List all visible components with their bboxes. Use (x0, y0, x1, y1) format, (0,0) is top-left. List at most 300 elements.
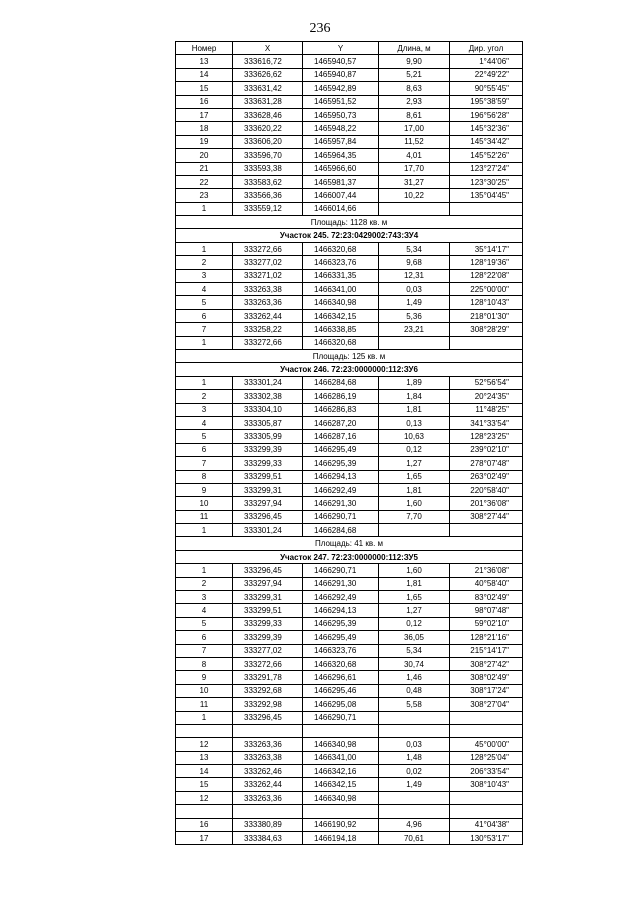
cell-angle: 308°10'43" (450, 778, 523, 791)
table-row (176, 82, 523, 95)
cell-length: 0,02 (379, 765, 450, 778)
cell-number: 1 (176, 711, 233, 724)
cell-x: 333263,38 (233, 751, 303, 764)
cell-length: 0,03 (379, 283, 450, 296)
cell-x: 333258,22 (233, 323, 303, 336)
cell-angle (450, 524, 523, 537)
cell-y: 1466342,15 (303, 778, 379, 791)
cell-length: 36,05 (379, 631, 450, 644)
cell-angle: 123°27'24" (450, 162, 523, 175)
table-row (176, 751, 523, 764)
table-row (176, 55, 523, 68)
cell-y: 1466340,98 (303, 738, 379, 751)
cell-length: 9,90 (379, 55, 450, 68)
cell-length: 8,63 (379, 82, 450, 95)
table-row (176, 242, 523, 255)
cell-angle: 218°01'30" (450, 309, 523, 322)
cell-angle: 135°04'45" (450, 189, 523, 202)
cell-length (379, 791, 450, 804)
cell-angle: 145°32'36" (450, 122, 523, 135)
cell-y: 1465950,73 (303, 108, 379, 121)
cell-angle: 341°33'54" (450, 416, 523, 429)
cell-length: 0,12 (379, 617, 450, 630)
cell-angle: 128°10'43" (450, 296, 523, 309)
cell-y: 1466007,44 (303, 189, 379, 202)
cell-y: 1466292,49 (303, 483, 379, 496)
table-row (176, 256, 523, 269)
cell-length: 0,13 (379, 416, 450, 429)
cell-y: 1466295,39 (303, 457, 379, 470)
cell-y: 1466323,76 (303, 644, 379, 657)
cell-y: 1466287,20 (303, 416, 379, 429)
cell-number: 5 (176, 430, 233, 443)
cell-y: 1465948,22 (303, 122, 379, 135)
cell-x: 333292,98 (233, 698, 303, 711)
column-header-y: Y (303, 42, 379, 55)
cell-length: 0,12 (379, 443, 450, 456)
table-row (176, 778, 523, 791)
cell-x: 333596,70 (233, 149, 303, 162)
cell-y: 1466342,15 (303, 309, 379, 322)
table-row (176, 832, 523, 845)
cell-number: 7 (176, 323, 233, 336)
cell-length: 10,22 (379, 189, 450, 202)
table-row (176, 577, 523, 590)
cell-angle: 239°02'10" (450, 443, 523, 456)
cell-angle: 20°24'35" (450, 390, 523, 403)
table-row (176, 631, 523, 644)
cell-angle: 45°00'00" (450, 738, 523, 751)
cell-angle: 123°30'25" (450, 175, 523, 188)
cell-y: 1466342,16 (303, 765, 379, 778)
cell-length (379, 805, 450, 818)
cell-x: 333299,33 (233, 617, 303, 630)
cell-length: 70,61 (379, 832, 450, 845)
cell-x: 333583,62 (233, 175, 303, 188)
table-row (176, 283, 523, 296)
cell-x: 333616,72 (233, 55, 303, 68)
cell-y: 1466320,68 (303, 336, 379, 349)
cell-angle: 308°27'44" (450, 510, 523, 523)
cell-x: 333297,94 (233, 577, 303, 590)
parcel-title-row (176, 229, 523, 242)
cell-number: 5 (176, 617, 233, 630)
cell-y: 1466340,98 (303, 296, 379, 309)
cell-x: 333631,28 (233, 95, 303, 108)
table-row (176, 738, 523, 751)
table-row (176, 644, 523, 657)
cell-y: 1466284,68 (303, 524, 379, 537)
cell-angle (450, 791, 523, 804)
cell-number: 6 (176, 443, 233, 456)
cell-length (379, 711, 450, 724)
table-body (176, 55, 523, 845)
cell-angle (450, 724, 523, 737)
cell-angle: 128°19'36" (450, 256, 523, 269)
cell-number: 6 (176, 631, 233, 644)
cell-x: 333631,42 (233, 82, 303, 95)
cell-x: 333593,38 (233, 162, 303, 175)
cell-y: 1465966,60 (303, 162, 379, 175)
table-row (176, 430, 523, 443)
cell-length: 30,74 (379, 657, 450, 670)
cell-y: 1466320,68 (303, 657, 379, 670)
cell-angle: 225°00'00" (450, 283, 523, 296)
cell-length: 1,81 (379, 577, 450, 590)
table-row (176, 336, 523, 349)
cell-angle: 308°27'04" (450, 698, 523, 711)
cell-angle: 35°14'17" (450, 242, 523, 255)
table-row (176, 497, 523, 510)
cell-x (233, 805, 303, 818)
cell-number: 7 (176, 644, 233, 657)
table-row (176, 698, 523, 711)
cell-number: 1 (176, 242, 233, 255)
cell-number: 14 (176, 765, 233, 778)
cell-angle: 52°56'54" (450, 376, 523, 389)
cell-y: 1465981,37 (303, 175, 379, 188)
cell-angle: 196°56'28" (450, 108, 523, 121)
cell-length: 10,63 (379, 430, 450, 443)
area-info-row (176, 216, 523, 229)
cell-y: 1465964,35 (303, 149, 379, 162)
cell-x: 333263,36 (233, 791, 303, 804)
cell-length: 1,81 (379, 483, 450, 496)
cell-number: 1 (176, 202, 233, 215)
cell-y: 1466295,46 (303, 684, 379, 697)
column-header-angle: Дир. угол (450, 42, 523, 55)
cell-x: 333272,66 (233, 657, 303, 670)
cell-number: 16 (176, 818, 233, 831)
cell-angle: 41°04'38" (450, 818, 523, 831)
cell-number: 1 (176, 336, 233, 349)
parcel-title: Участок 245. 72:23:0429002:743:ЗУ4 (176, 229, 523, 242)
table-row (176, 617, 523, 630)
cell-length: 1,49 (379, 778, 450, 791)
cell-x: 333628,46 (233, 108, 303, 121)
cell-x: 333296,45 (233, 711, 303, 724)
cell-x: 333263,36 (233, 738, 303, 751)
cell-y: 1466291,30 (303, 497, 379, 510)
table-row (176, 269, 523, 282)
cell-number: 22 (176, 175, 233, 188)
table-row (176, 791, 523, 804)
table-row (176, 818, 523, 831)
cell-number: 1 (176, 564, 233, 577)
cell-angle: 128°22'08" (450, 269, 523, 282)
cell-angle: 215°14'17" (450, 644, 523, 657)
cell-angle: 98°07'48" (450, 604, 523, 617)
cell-x: 333277,02 (233, 256, 303, 269)
cell-number: 10 (176, 684, 233, 697)
cell-x: 333299,31 (233, 483, 303, 496)
cell-angle: 40°58'40" (450, 577, 523, 590)
cell-angle: 128°23'25" (450, 430, 523, 443)
table-row (176, 390, 523, 403)
cell-y: 1466341,00 (303, 751, 379, 764)
cell-y: 1466295,08 (303, 698, 379, 711)
cell-length: 1,46 (379, 671, 450, 684)
table-row (176, 724, 523, 737)
table-row (176, 202, 523, 215)
parcel-area: Площадь: 1128 кв. м (176, 216, 523, 229)
cell-x: 333262,44 (233, 309, 303, 322)
cell-y: 1466294,13 (303, 470, 379, 483)
cell-number: 4 (176, 416, 233, 429)
cell-y: 1466290,71 (303, 510, 379, 523)
table-row (176, 108, 523, 121)
cell-number: 4 (176, 283, 233, 296)
cell-y: 1465940,87 (303, 68, 379, 81)
cell-angle (450, 805, 523, 818)
table-row (176, 309, 523, 322)
cell-y: 1466340,98 (303, 791, 379, 804)
cell-angle: 308°02'49" (450, 671, 523, 684)
cell-length: 1,65 (379, 470, 450, 483)
cell-length: 1,84 (379, 390, 450, 403)
cell-length: 11,52 (379, 135, 450, 148)
table-row (176, 457, 523, 470)
cell-angle: 308°27'42" (450, 657, 523, 670)
cell-length (379, 336, 450, 349)
cell-length: 9,68 (379, 256, 450, 269)
cell-number: 6 (176, 309, 233, 322)
cell-number: 20 (176, 149, 233, 162)
cell-number: 14 (176, 68, 233, 81)
parcel-area: Площадь: 125 кв. м (176, 349, 523, 362)
cell-length: 1,27 (379, 457, 450, 470)
cell-length (379, 202, 450, 215)
cell-length: 1,81 (379, 403, 450, 416)
cell-y: 1466296,61 (303, 671, 379, 684)
cell-x: 333304,10 (233, 403, 303, 416)
table-row (176, 564, 523, 577)
table-row (176, 175, 523, 188)
cell-length: 5,36 (379, 309, 450, 322)
cell-x: 333626,62 (233, 68, 303, 81)
table-row (176, 657, 523, 670)
cell-x: 333302,38 (233, 390, 303, 403)
cell-number: 3 (176, 591, 233, 604)
cell-x: 333296,45 (233, 564, 303, 577)
cell-length: 0,03 (379, 738, 450, 751)
parcel-title-row (176, 550, 523, 563)
cell-angle (450, 336, 523, 349)
table-row (176, 443, 523, 456)
cell-length: 1,65 (379, 591, 450, 604)
cell-angle (450, 202, 523, 215)
cell-y: 1466287,16 (303, 430, 379, 443)
cell-length: 7,70 (379, 510, 450, 523)
cell-x: 333299,39 (233, 443, 303, 456)
cell-length: 1,89 (379, 376, 450, 389)
cell-x: 333559,12 (233, 202, 303, 215)
cell-length: 0,48 (379, 684, 450, 697)
cell-angle: 1°44'06" (450, 55, 523, 68)
cell-length: 1,27 (379, 604, 450, 617)
column-header-length: Длина, м (379, 42, 450, 55)
cell-length: 1,48 (379, 751, 450, 764)
cell-angle: 308°17'24" (450, 684, 523, 697)
cell-length: 1,49 (379, 296, 450, 309)
cell-y: 1465951,52 (303, 95, 379, 108)
cell-number: 21 (176, 162, 233, 175)
cell-number: 12 (176, 738, 233, 751)
column-header-number: Номер (176, 42, 233, 55)
table-row (176, 376, 523, 389)
table-row (176, 135, 523, 148)
cell-x: 333277,02 (233, 644, 303, 657)
cell-x: 333271,02 (233, 269, 303, 282)
table-row (176, 524, 523, 537)
cell-number: 11 (176, 698, 233, 711)
cell-y: 1466338,85 (303, 323, 379, 336)
cell-y: 1466014,66 (303, 202, 379, 215)
cell-number: 5 (176, 296, 233, 309)
cell-x: 333606,20 (233, 135, 303, 148)
cell-x: 333305,87 (233, 416, 303, 429)
cell-number: 7 (176, 457, 233, 470)
cell-x: 333299,31 (233, 591, 303, 604)
table-row (176, 189, 523, 202)
cell-x: 333299,39 (233, 631, 303, 644)
cell-y: 1466341,00 (303, 283, 379, 296)
cell-length: 5,34 (379, 242, 450, 255)
cell-number: 17 (176, 108, 233, 121)
table-row (176, 323, 523, 336)
cell-length: 5,34 (379, 644, 450, 657)
cell-angle (450, 711, 523, 724)
cell-x: 333297,94 (233, 497, 303, 510)
cell-y: 1466292,49 (303, 591, 379, 604)
cell-angle: 220°58'40" (450, 483, 523, 496)
column-header-x: X (233, 42, 303, 55)
coordinates-table (175, 41, 523, 845)
table-row (176, 470, 523, 483)
cell-length: 8,61 (379, 108, 450, 121)
cell-y: 1466331,35 (303, 269, 379, 282)
cell-length: 1,60 (379, 497, 450, 510)
cell-number: 1 (176, 376, 233, 389)
table-row (176, 765, 523, 778)
cell-x: 333272,66 (233, 242, 303, 255)
table-row (176, 296, 523, 309)
parcel-title: Участок 247. 72:23:0000000:112:ЗУ5 (176, 550, 523, 563)
cell-x: 333299,33 (233, 457, 303, 470)
cell-number: 1 (176, 524, 233, 537)
table-row (176, 416, 523, 429)
cell-x: 333384,63 (233, 832, 303, 845)
cell-number: 18 (176, 122, 233, 135)
cell-number: 8 (176, 470, 233, 483)
cell-length (379, 524, 450, 537)
cell-angle: 145°52'26" (450, 149, 523, 162)
parcel-title-row (176, 363, 523, 376)
table-row (176, 68, 523, 81)
cell-number: 10 (176, 497, 233, 510)
table-row (176, 95, 523, 108)
cell-angle: 263°02'49" (450, 470, 523, 483)
cell-number: 3 (176, 403, 233, 416)
cell-y: 1466290,71 (303, 711, 379, 724)
table-row (176, 805, 523, 818)
cell-number: 4 (176, 604, 233, 617)
cell-x (233, 724, 303, 737)
cell-length: 5,58 (379, 698, 450, 711)
cell-angle: 206°33'54" (450, 765, 523, 778)
cell-x: 333292,68 (233, 684, 303, 697)
cell-number: 2 (176, 390, 233, 403)
cell-number: 2 (176, 256, 233, 269)
cell-number: 13 (176, 751, 233, 764)
table-row (176, 122, 523, 135)
cell-x: 333566,36 (233, 189, 303, 202)
cell-x: 333262,46 (233, 765, 303, 778)
cell-number: 13 (176, 55, 233, 68)
cell-number: 2 (176, 577, 233, 590)
cell-x: 333301,24 (233, 376, 303, 389)
cell-angle: 201°36'08" (450, 497, 523, 510)
cell-number: 3 (176, 269, 233, 282)
area-info-row (176, 349, 523, 362)
cell-y: 1466194,18 (303, 832, 379, 845)
cell-length: 5,21 (379, 68, 450, 81)
cell-x: 333380,89 (233, 818, 303, 831)
cell-y (303, 805, 379, 818)
cell-angle: 11°48'25" (450, 403, 523, 416)
cell-angle: 90°55'45" (450, 82, 523, 95)
cell-length: 2,93 (379, 95, 450, 108)
cell-y: 1466320,68 (303, 242, 379, 255)
cell-y: 1466284,68 (303, 376, 379, 389)
cell-y: 1466323,76 (303, 256, 379, 269)
cell-angle: 308°28'29" (450, 323, 523, 336)
cell-y: 1465957,84 (303, 135, 379, 148)
cell-number: 17 (176, 832, 233, 845)
table-row (176, 510, 523, 523)
cell-x: 333291,78 (233, 671, 303, 684)
cell-number (176, 724, 233, 737)
cell-number: 9 (176, 671, 233, 684)
cell-number: 11 (176, 510, 233, 523)
cell-y: 1465942,89 (303, 82, 379, 95)
cell-number: 23 (176, 189, 233, 202)
table-row (176, 403, 523, 416)
cell-x: 333272,66 (233, 336, 303, 349)
cell-length: 1,60 (379, 564, 450, 577)
cell-number (176, 805, 233, 818)
cell-x: 333305,99 (233, 430, 303, 443)
cell-x: 333263,38 (233, 283, 303, 296)
cell-number: 9 (176, 483, 233, 496)
cell-length: 4,01 (379, 149, 450, 162)
cell-x: 333263,36 (233, 296, 303, 309)
cell-y: 1466295,49 (303, 631, 379, 644)
table-row (176, 604, 523, 617)
cell-length: 17,70 (379, 162, 450, 175)
table-row (176, 591, 523, 604)
cell-x: 333296,45 (233, 510, 303, 523)
cell-number: 12 (176, 791, 233, 804)
cell-length: 31,27 (379, 175, 450, 188)
cell-y: 1466295,49 (303, 443, 379, 456)
parcel-title: Участок 246. 72:23:0000000:112:ЗУ6 (176, 363, 523, 376)
cell-x: 333620,22 (233, 122, 303, 135)
area-info-row (176, 537, 523, 550)
cell-y: 1465940,57 (303, 55, 379, 68)
cell-y: 1466291,30 (303, 577, 379, 590)
cell-y: 1466295,39 (303, 617, 379, 630)
